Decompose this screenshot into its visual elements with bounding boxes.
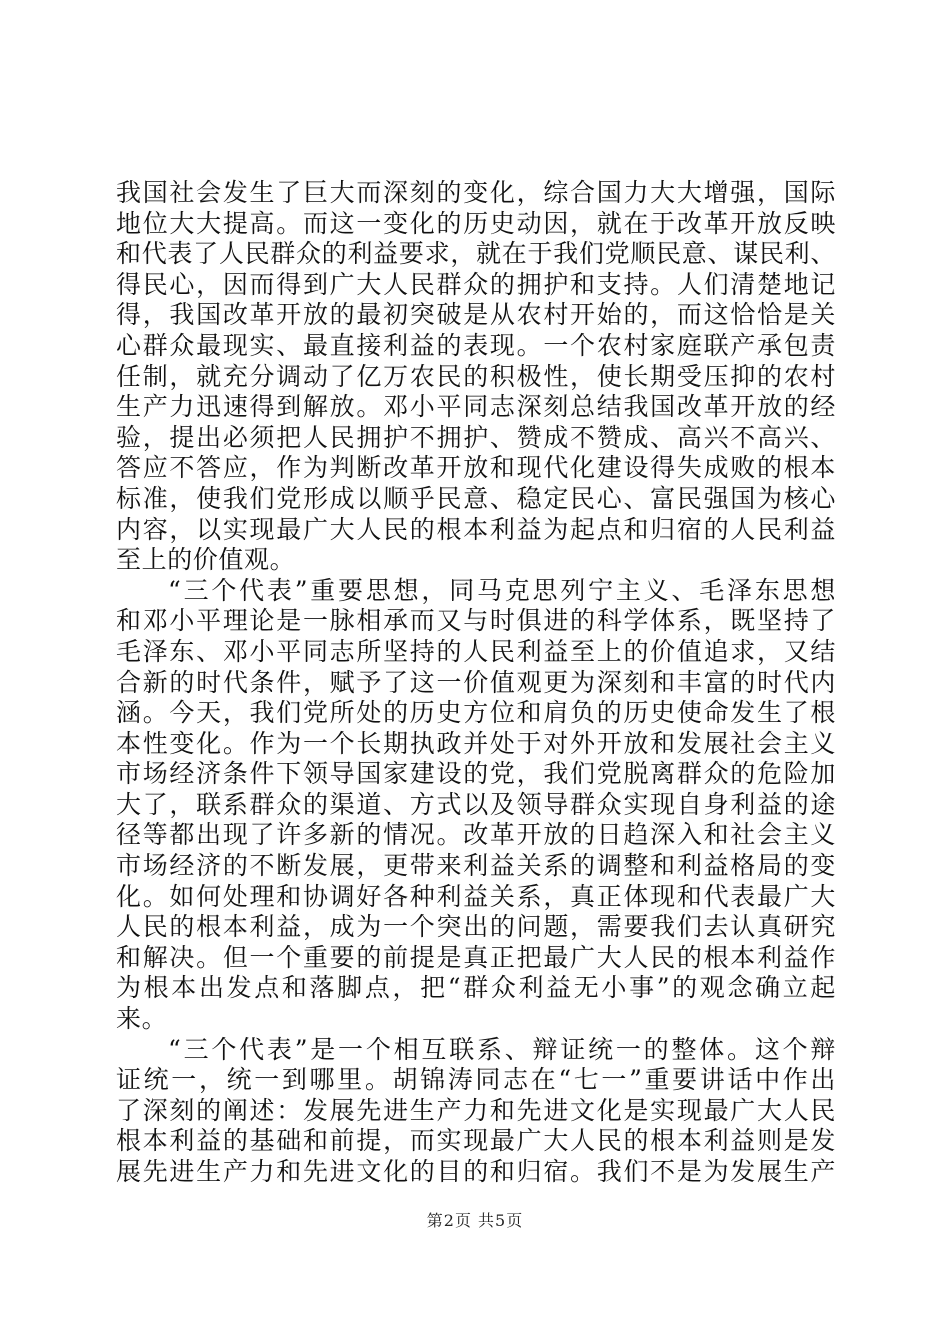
text-line: 生产力迅速得到解放。邓小平同志深刻总结我国改革开放的经 — [116, 392, 836, 422]
text-line: 展先进生产力和先进文化的目的和归宿。我们不是为发展生产 — [116, 1157, 836, 1186]
text-line: 人民的根本利益，成为一个突出的问题，需要我们去认真研究 — [116, 912, 836, 942]
text-line: 为根本出发点和落脚点，把“群众利益无小事”的观念确立起 — [116, 973, 836, 1003]
text-line: 得，我国改革开放的最初突破是从农村开始的，而这恰恰是关 — [116, 300, 836, 330]
text-line: 和代表了人民群众的利益要求，就在于我们党顺民意、谋民利、 — [116, 239, 836, 269]
text-line: 来。 — [116, 1004, 168, 1034]
text-line: 答应不答应，作为判断改革开放和现代化建设得失成败的根本 — [116, 453, 836, 483]
text-line: 根本利益的基础和前提，而实现最广大人民的根本利益则是发 — [116, 1126, 836, 1156]
page-number-footer: 第2页 共5页 — [426, 1211, 524, 1230]
text-line: 和解决。但一个重要的前提是真正把最广大人民的根本利益作 — [116, 942, 836, 972]
text-line: 化。如何处理和协调好各种利益关系，真正体现和代表最广大 — [116, 881, 836, 911]
text-line: 毛泽东、邓小平同志所坚持的人民利益至上的价值追求，又结 — [116, 636, 836, 666]
text-line: 本性变化。作为一个长期执政并处于对外开放和发展社会主义 — [116, 728, 836, 758]
paragraph-first-line: “三个代表”是一个相互联系、辩证统一的整体。这个辩 — [168, 1034, 836, 1064]
text-line: 证统一，统一到哪里。胡锦涛同志在“七一”重要讲话中作出 — [116, 1065, 836, 1095]
text-line: 和邓小平理论是一脉相承而又与时俱进的科学体系，既坚持了 — [116, 606, 836, 636]
text-line: 了深刻的阐述：发展先进生产力和先进文化是实现最广大人民 — [116, 1095, 836, 1125]
text-line: 大了，联系群众的渠道、方式以及领导群众实现自身利益的途 — [116, 789, 836, 819]
text-line: 内容，以实现最广大人民的根本利益为起点和归宿的人民利益 — [116, 514, 836, 544]
text-line: 我国社会发生了巨大而深刻的变化，综合国力大大增强，国际 — [116, 178, 836, 207]
text-line: 市场经济条件下领导国家建设的党，我们党脱离群众的危险加 — [116, 759, 836, 789]
document-body — [116, 178, 836, 1188]
text-line: 任制，就充分调动了亿万农民的积极性，使长期受压抑的农村 — [116, 361, 836, 391]
text-line: 心群众最现实、最直接利益的表现。一个农村家庭联产承包责 — [116, 330, 836, 360]
text-line: 径等都出现了许多新的情况。改革开放的日趋深入和社会主义 — [116, 820, 836, 850]
paragraph-first-line: “三个代表”重要思想，同马克思列宁主义、毛泽东思想 — [168, 575, 836, 605]
text-line: 地位大大提高。而这一变化的历史动因，就在于改革开放反映 — [116, 208, 836, 238]
text-line: 合新的时代条件，赋予了这一价值观更为深刻和丰富的时代内 — [116, 667, 836, 697]
text-line: 标准，使我们党形成以顺乎民意、稳定民心、富民强国为核心 — [116, 483, 836, 513]
text-line: 涵。今天，我们党所处的历史方位和肩负的历史使命发生了根 — [116, 698, 836, 728]
text-line: 至上的价值观。 — [116, 545, 296, 575]
text-line: 得民心，因而得到广大人民群众的拥护和支持。人们清楚地记 — [116, 269, 836, 299]
text-line: 市场经济的不断发展，更带来利益关系的调整和利益格局的变 — [116, 851, 836, 881]
text-line: 验，提出必须把人民拥护不拥护、赞成不赞成、高兴不高兴、 — [116, 422, 836, 452]
